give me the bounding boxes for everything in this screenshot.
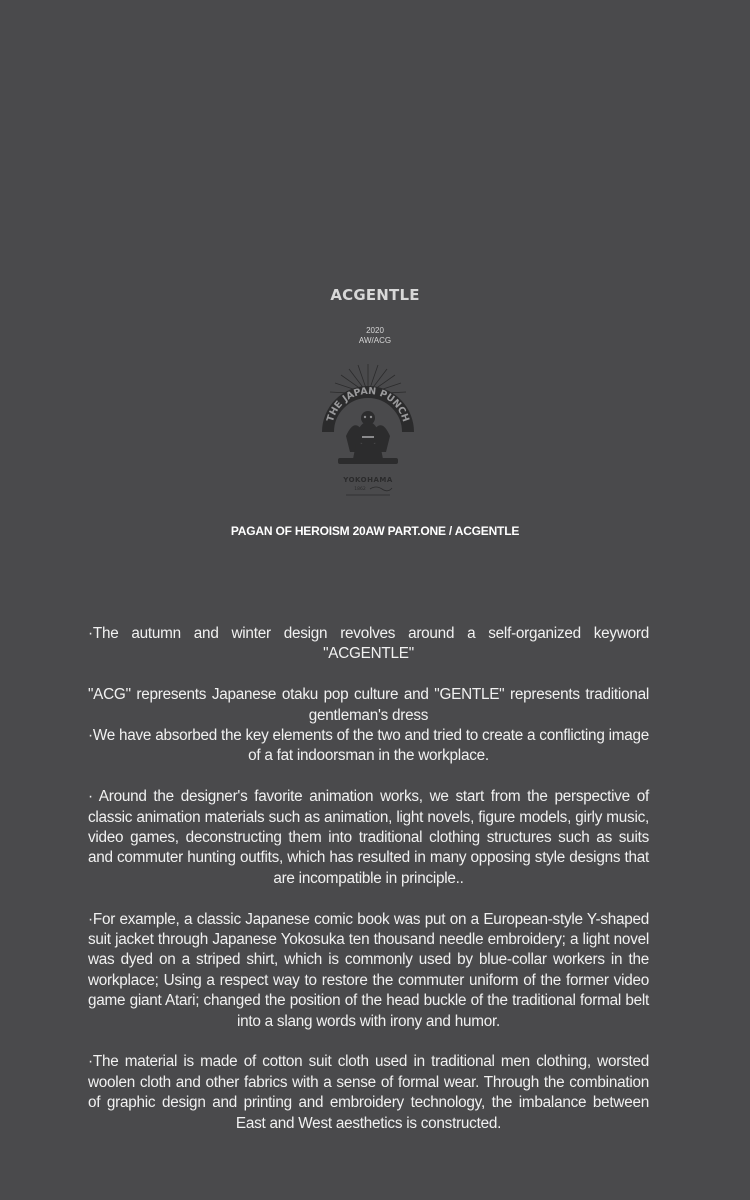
paragraph-material: ·The material is made of cotton suit cloth used in traditional men clothing, worsted woolen cloth and other fabrics with a sense of formal wear. Through the combination of graphic design and printing and embroidery technology, the imbalance between East and West aesthetics is constructed. [88, 1053, 649, 1132]
paragraph-example: ·For example, a classic Japanese comic book was put on a European-style Y-shaped suit jacket through Japanese Yokosuka ten thousand needle embroidery; a light novel was dyed on a striped shirt, which is commonly used by blue-collar workers in the workplace; Using a respect way to restore the commuter uniform of the former video game giant Atari; changed the position of the head buckle of the traditional formal belt into a slang words with irony and humor. [88, 910, 649, 1030]
paragraph-gap [88, 767, 649, 787]
collection-headline: PAGAN OF HEROISM 20AW PART.ONE / ACGENTLE [230, 524, 520, 538]
japan-punch-emblem-icon [318, 360, 418, 498]
season-code: AW/ACG [358, 336, 392, 345]
paragraph-keyword: ·The autumn and winter design revolves around a self-organized keyword "ACGENTLE" [88, 625, 649, 663]
brand-title: ACGENTLE [330, 286, 420, 304]
paragraph-gap [88, 1032, 649, 1052]
season-year: 2020 [366, 326, 384, 335]
emblem-city: YOKOHAMA [343, 476, 393, 484]
paragraph-animation: · Around the designer's favorite animation works, we start from the perspective of classic animation materials such as animation, light novels, figure models, girly music, video games, deconstructing them into traditional clothing structures such as suits and commuter hunting outfits, which has resulted in many opposing style designs that are incompatible in principle.. [88, 788, 649, 887]
emblem-year: 1862 [354, 487, 366, 492]
season-label [0, 326, 750, 346]
paragraph-absorbed: ·We have absorbed the key elements of the two and tried to create a conflicting image of a fat indoorsman in the workplace. [88, 727, 649, 765]
emblem-arc-text: THE JAPAN PUNCH [325, 385, 411, 424]
description-body [88, 624, 649, 1134]
paragraph-gap [88, 665, 649, 685]
paragraph-gap [88, 889, 649, 909]
signature-mark [370, 487, 392, 491]
paragraph-acg-gentle: "ACG" represents Japanese otaku pop culture and "GENTLE" represents traditional gentleman's dress [88, 686, 649, 724]
